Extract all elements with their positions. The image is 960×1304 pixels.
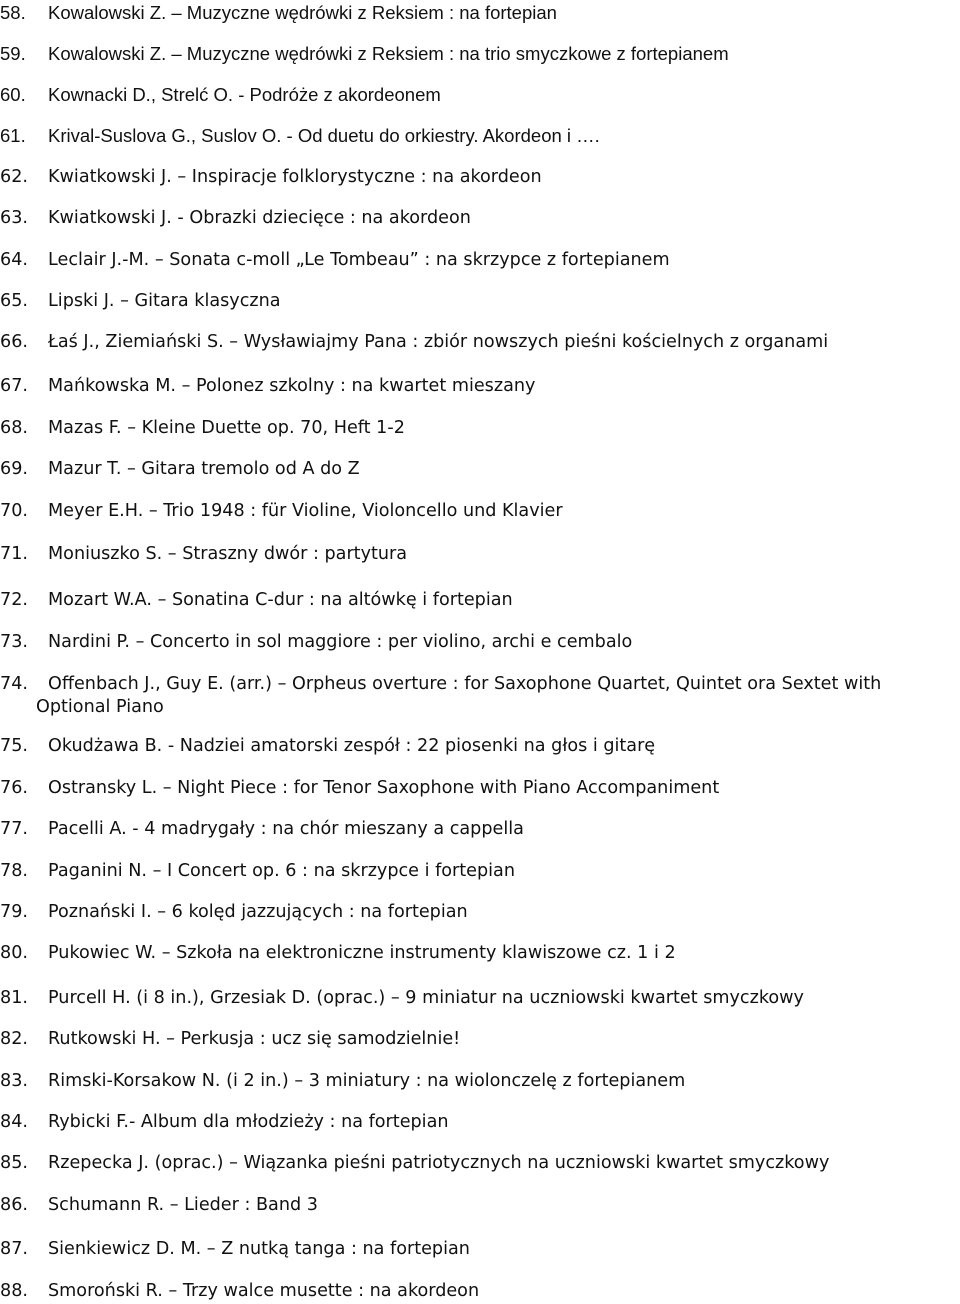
list-item-title: Meyer E.H. – Trio 1948 : für Violine, Violoncello und Klavier [48, 501, 563, 521]
list-item-number: 84. [0, 1112, 28, 1132]
list-item [0, 1111, 960, 1134]
list-item [0, 901, 960, 924]
list-item-title: Rimski-Korsakow N. (i 2 in.) – 3 miniatury : na wiolonczelę z fortepianem [48, 1071, 686, 1091]
list-item [0, 249, 960, 272]
list-item-number: 65. [0, 291, 28, 311]
list-item-number: 73. [0, 632, 28, 652]
list-item-title: Moniuszko S. – Straszny dwór : partytura [48, 544, 408, 564]
list-item-number: 64. [0, 250, 28, 270]
list-item-title: Leclair J.-M. – Sonata c-moll „Le Tombeau” : na skrzypce z fortepianem [48, 250, 670, 270]
list-item-number: 68. [0, 418, 28, 438]
list-item [0, 589, 960, 612]
list-item-title: Rzepecka J. (oprac.) – Wiązanka pieśni patriotycznych na uczniowski kwartet smyczkowy [48, 1153, 830, 1173]
list-item [0, 417, 960, 440]
list-item-title: Łaś J., Ziemiański S. – Wysławiajmy Pana : zbiór nowszych pieśni kościelnych z organami [48, 332, 829, 352]
list-item-title: Pacelli A. - 4 madrygały : na chór mieszany a cappella [48, 819, 524, 839]
list-item-number: 70. [0, 501, 28, 521]
list-item-title: Mańkowska M. – Polonez szkolny : na kwartet mieszany [48, 376, 536, 396]
list-item-number: 80. [0, 943, 28, 963]
list-item-title: Sienkiewicz D. M. – Z nutką tanga : na fortepian [48, 1239, 470, 1259]
list-item [0, 166, 960, 189]
list-item [0, 124, 960, 147]
list-item-number: 77. [0, 819, 28, 839]
list-item-title: Kwiatkowski J. – Inspiracje folklorystyczne : na akordeon [48, 167, 542, 187]
list-item [0, 818, 960, 841]
list-item-number: 81. [0, 988, 28, 1008]
list-item [0, 207, 960, 230]
list-item-title: Schumann R. – Lieder : Band 3 [48, 1195, 318, 1215]
list-item-number: 85. [0, 1153, 28, 1173]
list-item-number: 63. [0, 208, 28, 228]
list-item-number: 60. [0, 84, 26, 105]
list-item [0, 1028, 960, 1051]
list-item-number: 67. [0, 376, 28, 396]
list-item-title: Pukowiec W. – Szkoła na elektroniczne instrumenty klawiszowe cz. 1 i 2 [48, 943, 676, 963]
list-item [0, 987, 960, 1010]
list-item-number: 79. [0, 902, 28, 922]
list-item [0, 735, 960, 758]
list-item [0, 1280, 960, 1303]
list-item [0, 942, 960, 965]
list-item-number: 86. [0, 1195, 28, 1215]
list-item [0, 290, 960, 313]
list-item [0, 777, 960, 800]
list-item-number: 76. [0, 778, 28, 798]
list-item-title: Kowalowski Z. – Muzyczne wędrówki z Reksiem : na fortepian [48, 2, 557, 23]
list-item-number: 61. [0, 125, 26, 146]
list-item-title: Lipski J. – Gitara klasyczna [48, 291, 281, 311]
list-item-title: Mazas F. – Kleine Duette op. 70, Heft 1-2 [48, 418, 405, 438]
list-item [0, 500, 960, 523]
list-item [0, 458, 960, 481]
list-item [0, 375, 960, 398]
list-item [0, 42, 960, 65]
list-item [0, 860, 960, 883]
list-item-number: 78. [0, 861, 28, 881]
list-item-number: 59. [0, 43, 26, 64]
list-item-number: 62. [0, 167, 28, 187]
list-item-number: 75. [0, 736, 28, 756]
list-item-title: Mazur T. – Gitara tremolo od A do Z [48, 459, 360, 479]
list-item [0, 1, 960, 24]
list-item-number: 83. [0, 1071, 28, 1091]
list-item-number: 87. [0, 1239, 28, 1259]
list-item-title: Mozart W.A. – Sonatina C-dur : na altówkę i fortepian [48, 590, 513, 610]
list-item [0, 1238, 960, 1261]
list-item-title: Okudżawa B. - Nadziei amatorski zespół : 22 piosenki na głos i gitarę [48, 736, 656, 756]
list-item [0, 543, 960, 566]
list-item-number: 71. [0, 544, 28, 564]
list-item-title: Rybicki F.- Album dla młodzieży : na fortepian [48, 1112, 449, 1132]
list-item-title: Ostransky L. – Night Piece : for Tenor Saxophone with Piano Accompaniment [48, 778, 720, 798]
list-item [0, 673, 960, 719]
list-item [0, 1152, 960, 1175]
list-item [0, 331, 960, 354]
list-item-title: Nardini P. – Concerto in sol maggiore : per violino, archi e cembalo [48, 632, 633, 652]
list-item [0, 1194, 960, 1217]
list-item-number: 72. [0, 590, 28, 610]
list-item-title: Paganini N. – I Concert op. 6 : na skrzypce i fortepian [48, 861, 515, 881]
list-item-title: Purcell H. (i 8 in.), Grzesiak D. (oprac.) – 9 miniatur na uczniowski kwartet smyczkowy [48, 988, 804, 1008]
list-item [0, 83, 960, 106]
list-item-title: Krival-Suslova G., Suslov O. - Od duetu do orkiestry. Akordeon i …. [48, 125, 600, 146]
list-item-number: 69. [0, 459, 28, 479]
list-item-number: 88. [0, 1281, 28, 1301]
list-item-number: 66. [0, 332, 28, 352]
list-item-title: Kowalowski Z. – Muzyczne wędrówki z Reksiem : na trio smyczkowe z fortepianem [48, 43, 729, 64]
list-item-number: 58. [0, 2, 26, 23]
list-item-number: 74. [0, 674, 28, 694]
list-item-title: Poznański I. – 6 kolęd jazzujących : na fortepian [48, 902, 468, 922]
list-item-title: Kwiatkowski J. - Obrazki dziecięce : na akordeon [48, 208, 471, 228]
list-item-title: Offenbach J., Guy E. (arr.) – Orpheus overture : for Saxophone Quartet, Quintet ora Sextet with Optional Piano [36, 674, 882, 717]
list-item [0, 631, 960, 654]
list-item [0, 1070, 960, 1093]
list-item-title: Kownacki D., Strelć O. - Podróże z akordeonem [48, 84, 441, 105]
list-item-title: Rutkowski H. – Perkusja : ucz się samodzielnie! [48, 1029, 461, 1049]
list-item-title: Smoroński R. – Trzy walce musette : na akordeon [48, 1281, 480, 1301]
list-item-number: 82. [0, 1029, 28, 1049]
